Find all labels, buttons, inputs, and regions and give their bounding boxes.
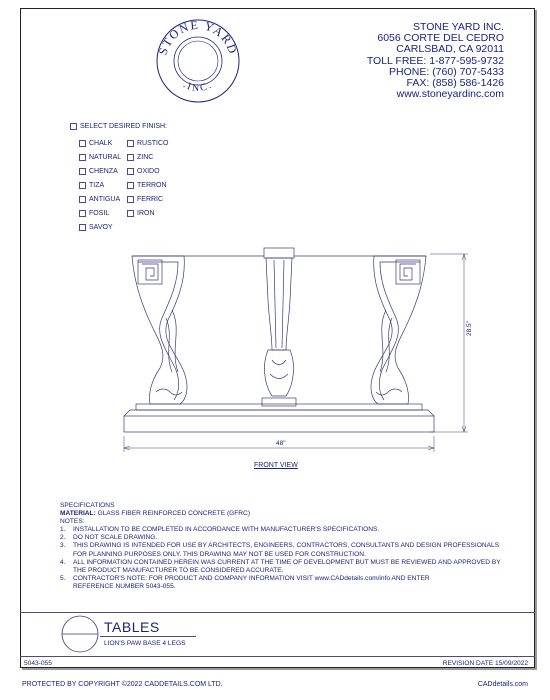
specs-heading: SPECIFICATIONS [60, 502, 115, 509]
note-text [73, 575, 430, 591]
title-block-bottom-rule [20, 656, 535, 657]
note-number: 5. [60, 574, 66, 582]
note-item [60, 575, 501, 591]
svg-text:STONE YARD: STONE YARD [155, 18, 241, 57]
note-item [60, 526, 501, 534]
note-line: THIS DRAWING IS INTENDED FOR USE BY ARCHITECTS, ENGINEERS, CONTRACTORS, CONSULTANTS AND DESIGN PROFESSIONALS [73, 542, 500, 550]
material-line [60, 510, 501, 518]
finish-option-label: FOSIL [89, 210, 110, 217]
finish-option-label: TERRON [137, 182, 167, 189]
finish-option-label: NATURAL [89, 154, 122, 161]
section-symbol-icon [58, 614, 102, 654]
material-value: GLASS FIBER REINFORCED CONCRETE (GFRC) [95, 510, 251, 518]
view-label: FRONT VIEW [254, 462, 298, 469]
note-number: 1. [60, 526, 66, 534]
note-item [60, 559, 501, 575]
left-leg [132, 256, 187, 404]
svg-text:.INC.: .INC. [181, 79, 215, 95]
note-line: ALL INFORMATION CONTAINED HEREIN WAS CURRENT AT THE TIME OF DEVELOPMENT BUT MUST BE REVIEWED AND APPROVED BY [73, 558, 501, 566]
note-line: CONTRACTOR'S NOTE: FOR PRODUCT AND COMPANY INFORMATION VISIT www.CADdetails.com/info AND ENTER [73, 574, 430, 582]
note-number: 2. [60, 534, 66, 542]
specifications-block [60, 502, 501, 591]
right-leg [371, 256, 426, 404]
finish-option-label: ZINC [137, 154, 154, 161]
company-name: STONE YARD INC. [412, 21, 504, 33]
finish-option-label: CHALK [89, 140, 113, 147]
notes-list [60, 526, 501, 591]
height-dimension: 28.5" [466, 321, 473, 336]
note-text [73, 559, 501, 575]
note-text [73, 534, 157, 542]
note-line: DO NOT SCALE DRAWING. [73, 534, 158, 542]
finish-option-label: CHENZA [89, 168, 118, 175]
drawing-title: TABLES [104, 619, 160, 635]
note-number: 3. [60, 542, 66, 550]
width-dimension: 48" [276, 440, 286, 447]
notes-heading: NOTES: [60, 518, 85, 526]
finish-option-label: SAVOY [89, 224, 113, 231]
note-number: 4. [60, 558, 66, 566]
base-platform [124, 416, 434, 432]
revision-date: REVISION DATE 15/09/2022 [442, 660, 528, 667]
drawing-subtitle: LION'S PAW BASE 4 LEGS [104, 640, 186, 647]
finish-option-label: OXIDO [137, 168, 160, 175]
company-address-line1: 6056 CORTE DEL CEDRO [377, 32, 504, 45]
note-line: INSTALLATION TO BE COMPLETED IN ACCORDANCE WITH MANUFACTURER'S SPECIFICATIONS. [73, 526, 380, 534]
note-item [60, 534, 501, 542]
company-phone: PHONE: (760) 707-5433 [389, 65, 504, 78]
note-item [60, 542, 501, 558]
company-tollfree: TOLL FREE: 1-877-595-9732 [366, 54, 504, 67]
note-line: REFERENCE NUMBER 5043-055. [73, 582, 176, 590]
finish-header-label: SELECT DESIRED FINISH: [80, 123, 168, 130]
company-fax: FAX: (858) 586-1426 [406, 77, 504, 90]
note-line: FOR PLANNING PURPOSES ONLY. THIS DRAWING MAY NOT BE USED FOR CONSTRUCTION. [73, 550, 366, 558]
reference-number: 5043-055 [24, 660, 52, 667]
title-block-top-rule [20, 612, 535, 613]
note-line: THE PRODUCT MANUFACTURER TO BE CONSIDERED ACCURATE. [73, 566, 284, 574]
finish-option-label: ANTIGUA [89, 196, 121, 203]
company-website[interactable]: www.stoneyardinc.com [396, 88, 504, 101]
center-leg [262, 248, 296, 406]
note-text [73, 526, 379, 534]
title-underline [100, 636, 196, 637]
copyright-notice: PROTECTED BY COPYRIGHT ©2022 CADDETAILS.COM LTD. [22, 681, 223, 688]
note-text [73, 542, 499, 558]
finish-option-label: IRON [137, 210, 155, 217]
company-address-line2: CARLSBAD, CA 92011 [396, 43, 504, 56]
caddetails-link[interactable]: CADdetails.com [477, 681, 528, 688]
finish-option-label: RUSTICO [137, 140, 169, 147]
material-label: MATERIAL: [60, 510, 96, 518]
finish-option-label: TIZA [89, 182, 105, 189]
finish-option-label: FERRIC [137, 196, 164, 203]
